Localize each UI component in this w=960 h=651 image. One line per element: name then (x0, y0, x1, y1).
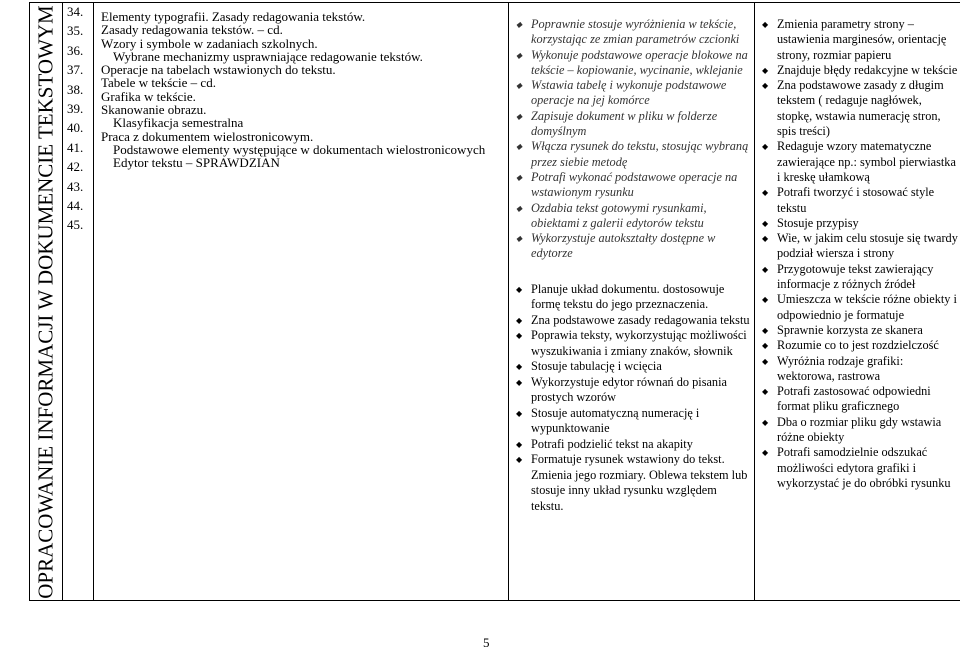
lesson-number: 39. (67, 102, 93, 121)
requirement-item: ◆ Wykorzystuje edytor równań do pisania prostych wzorów (531, 375, 750, 406)
basic-requirements-list (509, 282, 754, 515)
lesson-number: 37. (67, 63, 93, 82)
topic-item: Tabele w tekście – cd. (101, 76, 508, 89)
requirement-item: ◆ Zna podstawowe zasady z długim tekstem ( redaguje nagłówek, stopkę, wstawia numerację stron, spis treści) (777, 78, 959, 139)
topic-item: Skanowanie obrazu. (101, 103, 508, 116)
requirement-item: ◆ Potrafi zastosować odpowiedni format pliku graficznego (777, 384, 959, 415)
requirement-item: ◆ Planuje układ dokumentu. dostosowuje formę tekstu do jego przeznaczenia. (531, 282, 750, 313)
requirement-item: ◆ Wykorzystuje autokształty dostępne w edytorze (531, 231, 750, 262)
requirement-item: ◆ Potrafi samodzielnie odszukać możliwości edytora grafiki i wykorzystać je do obróbki rysunku (777, 445, 959, 491)
requirement-item: ◆ Wyróżnia rodzaje grafiki: wektorowa, rastrowa (777, 354, 959, 385)
requirement-item: ◆ Umieszcza w tekście różne obiekty i odpowiednio je formatuje (777, 292, 959, 323)
basic-requirements-italic-list (509, 3, 754, 262)
section-title-cell (30, 3, 63, 601)
requirement-item: ◆ Wstawia tabelę i wykonuje podstawowe operacje na jej komórce (531, 78, 750, 109)
topic-item: Edytor tekstu – SPRAWDZIAN (101, 156, 508, 169)
lesson-number: 41. (67, 141, 93, 160)
topic-item: Klasyfikacja semestralna (101, 116, 508, 129)
section-title: OPRACOWANIE INFORMACJI W DOKUMENCIE TEKSTOWYM (34, 5, 59, 598)
requirement-item: ◆ Włącza rysunek do tekstu, stosując wybraną przez siebie metodę (531, 139, 750, 170)
requirement-item: ◆ Znajduje błędy redakcyjne w tekście (777, 63, 959, 78)
page-number: 5 (483, 635, 490, 651)
lesson-number: 45. (67, 218, 93, 237)
lesson-number: 43. (67, 180, 93, 199)
requirement-item: ◆ Wie, w jakim celu stosuje się twardy podział wiersza i strony (777, 231, 959, 262)
lesson-numbers-list (63, 3, 93, 238)
lesson-number: 44. (67, 199, 93, 218)
lesson-number: 36. (67, 44, 93, 63)
requirement-item: ◆ Redaguje wzory matematyczne zawierające np.: symbol pierwiastka i kreskę ułamkową (777, 139, 959, 185)
extended-requirements-list (755, 3, 960, 491)
requirement-item: ◆ Formatuje rysunek wstawiony do tekst. Zmienia jego rozmiary. Oblewa tekstem lub stosuje inny układ rysunku względem tekstu. (531, 452, 750, 514)
requirement-item: ◆ Przygotowuje tekst zawierający informacje z różnych źródeł (777, 262, 959, 293)
topics-cell (94, 3, 509, 601)
requirement-item: ◆ Potrafi podzielić tekst na akapity (531, 437, 750, 453)
topic-item: Wybrane mechanizmy usprawniające redagowanie tekstów. (101, 50, 508, 63)
lesson-number: 35. (67, 24, 93, 43)
lesson-numbers-cell (63, 3, 94, 601)
lesson-number: 42. (67, 160, 93, 179)
topic-item: Elementy typografii. Zasady redagowania tekstów. (101, 10, 508, 23)
requirement-item: ◆ Sprawnie korzysta ze skanera (777, 323, 959, 338)
requirement-item: ◆ Zna podstawowe zasady redagowania tekstu (531, 313, 750, 329)
curriculum-table (29, 2, 960, 601)
topic-item: Operacje na tabelach wstawionych do tekstu. (101, 63, 508, 76)
requirement-item: ◆ Zmienia parametry strony – ustawienia marginesów, orientację strony, rozmiar papieru (777, 17, 959, 63)
requirement-item: ◆ Wykonuje podstawowe operacje blokowe na tekście – kopiowanie, wycinanie, wklejanie (531, 48, 750, 79)
lesson-number: 34. (67, 5, 93, 24)
topic-item: Grafika w tekście. (101, 90, 508, 103)
extended-requirements-cell (755, 3, 960, 601)
requirement-item: ◆ Ozdabia tekst gotowymi rysunkami, obiektami z galerii edytorów tekstu (531, 201, 750, 232)
basic-requirements-cell (509, 3, 755, 601)
lesson-number: 40. (67, 121, 93, 140)
requirement-item: ◆ Poprawnie stosuje wyróżnienia w tekście, korzystając ze zmian parametrów czcionki (531, 17, 750, 48)
requirement-item: ◆ Stosuje tabulację i wcięcia (531, 359, 750, 375)
requirement-item: ◆ Zapisuje dokument w pliku w folderze domyślnym (531, 109, 750, 140)
topic-item: Wzory i symbole w zadaniach szkolnych. (101, 37, 508, 50)
requirement-item: ◆ Stosuje automatyczną numerację i wypunktowanie (531, 406, 750, 437)
requirement-item: ◆ Dba o rozmiar pliku gdy wstawia różne obiekty (777, 415, 959, 446)
lesson-number: 38. (67, 83, 93, 102)
topics-list (94, 3, 508, 170)
requirement-item: ◆ Poprawia teksty, wykorzystując możliwości wyszukiwania i zmiany znaków, słownik (531, 328, 750, 359)
requirement-item: ◆ Potrafi tworzyć i stosować style tekstu (777, 185, 959, 216)
topic-item: Podstawowe elementy występujące w dokumentach wielostronicowych (101, 143, 508, 156)
topic-item: Praca z dokumentem wielostronicowym. (101, 130, 508, 143)
topic-item: Zasady redagowania tekstów. – cd. (101, 23, 508, 36)
requirement-item: ◆ Rozumie co to jest rozdzielczość (777, 338, 959, 353)
requirement-item: ◆ Potrafi wykonać podstawowe operacje na wstawionym rysunku (531, 170, 750, 201)
requirement-item: ◆ Stosuje przypisy (777, 216, 959, 231)
